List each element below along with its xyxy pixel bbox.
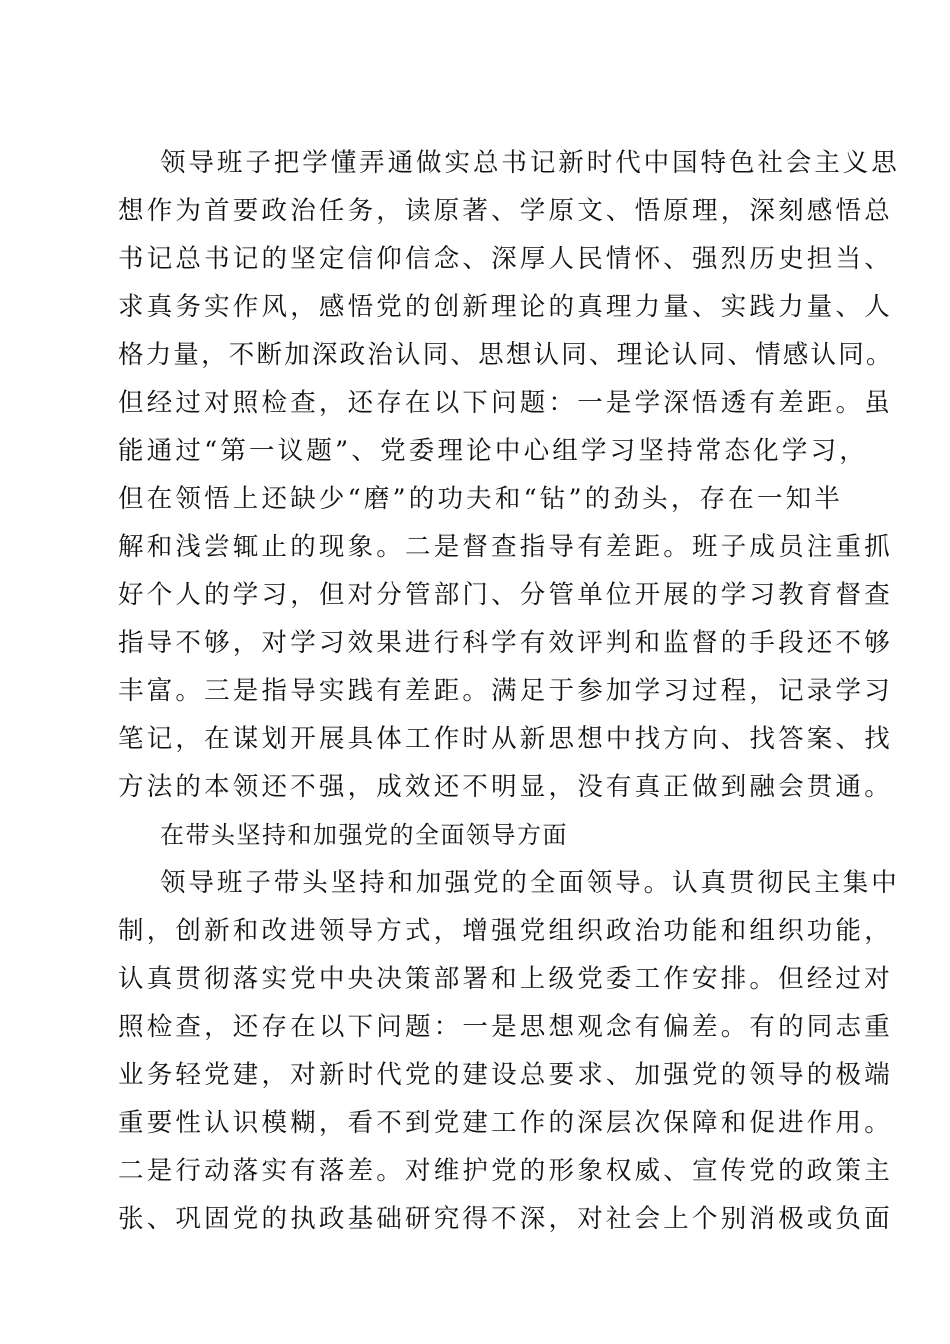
paragraph-2-line-2: 制，创新和改进领导方式，增强党组织政治功能和组织功能， [118, 916, 893, 946]
paragraph-2-line-1: 领导班子带头坚持和加强党的全面领导。认真贯彻民主集中 [160, 868, 900, 898]
paragraph-2-line-4: 照检查，还存在以下问题：一是思想观念有偏差。有的同志重 [118, 1012, 893, 1042]
paragraph-1-line-10: 好个人的学习，但对分管部门、分管单位开展的学习教育督查 [118, 580, 893, 610]
paragraph-1-line-7: 能通过“第一议题”、党委理论中心组学习坚持常态化学习， [118, 436, 868, 466]
paragraph-1-line-13: 笔记，在谋划开展具体工作时从新思想中找方向、找答案、找 [118, 724, 893, 754]
paragraph-1-line-6: 但经过对照检查，还存在以下问题：一是学深悟透有差距。虽 [118, 388, 893, 418]
paragraph-1-line-2: 想作为首要政治任务，读原著、学原文、悟原理，深刻感悟总 [118, 196, 893, 226]
paragraph-1-line-8: 但在领悟上还缺少“磨”的功夫和“钻”的劲头，存在一知半 [118, 484, 844, 514]
paragraph-2-line-6: 重要性认识模糊，看不到党建工作的深层次保障和促进作用。 [118, 1108, 893, 1138]
paragraph-2-line-3: 认真贯彻落实党中央决策部署和上级党委工作安排。但经过对 [118, 964, 893, 994]
paragraph-2-line-5: 业务轻党建，对新时代党的建设总要求、加强党的领导的极端 [118, 1060, 893, 1090]
paragraph-1-line-3: 书记总书记的坚定信仰信念、深厚人民情怀、强烈历史担当、 [118, 244, 893, 274]
section-heading: 在带头坚持和加强党的全面领导方面 [160, 821, 568, 849]
paragraph-1-line-14: 方法的本领还不强，成效还不明显，没有真正做到融会贯通。 [118, 772, 893, 802]
paragraph-1-line-11: 指导不够，对学习效果进行科学有效评判和监督的手段还不够 [118, 628, 893, 658]
paragraph-2-line-7: 二是行动落实有落差。对维护党的形象权威、宣传党的政策主 [118, 1156, 893, 1186]
paragraph-1-line-9: 解和浅尝辄止的现象。二是督查指导有差距。班子成员注重抓 [118, 532, 893, 562]
paragraph-1-line-12: 丰富。三是指导实践有差距。满足于参加学习过程，记录学习 [118, 676, 893, 706]
paragraph-1-line-4: 求真务实作风，感悟党的创新理论的真理力量、实践力量、人 [118, 292, 893, 322]
paragraph-1-line-1: 领导班子把学懂弄通做实总书记新时代中国特色社会主义思 [160, 148, 900, 178]
paragraph-2-line-8: 张、巩固党的执政基础研究得不深，对社会上个别消极或负面 [118, 1204, 893, 1234]
paragraph-1-line-5: 格力量，不断加深政治认同、思想认同、理论认同、情感认同。 [118, 340, 894, 370]
